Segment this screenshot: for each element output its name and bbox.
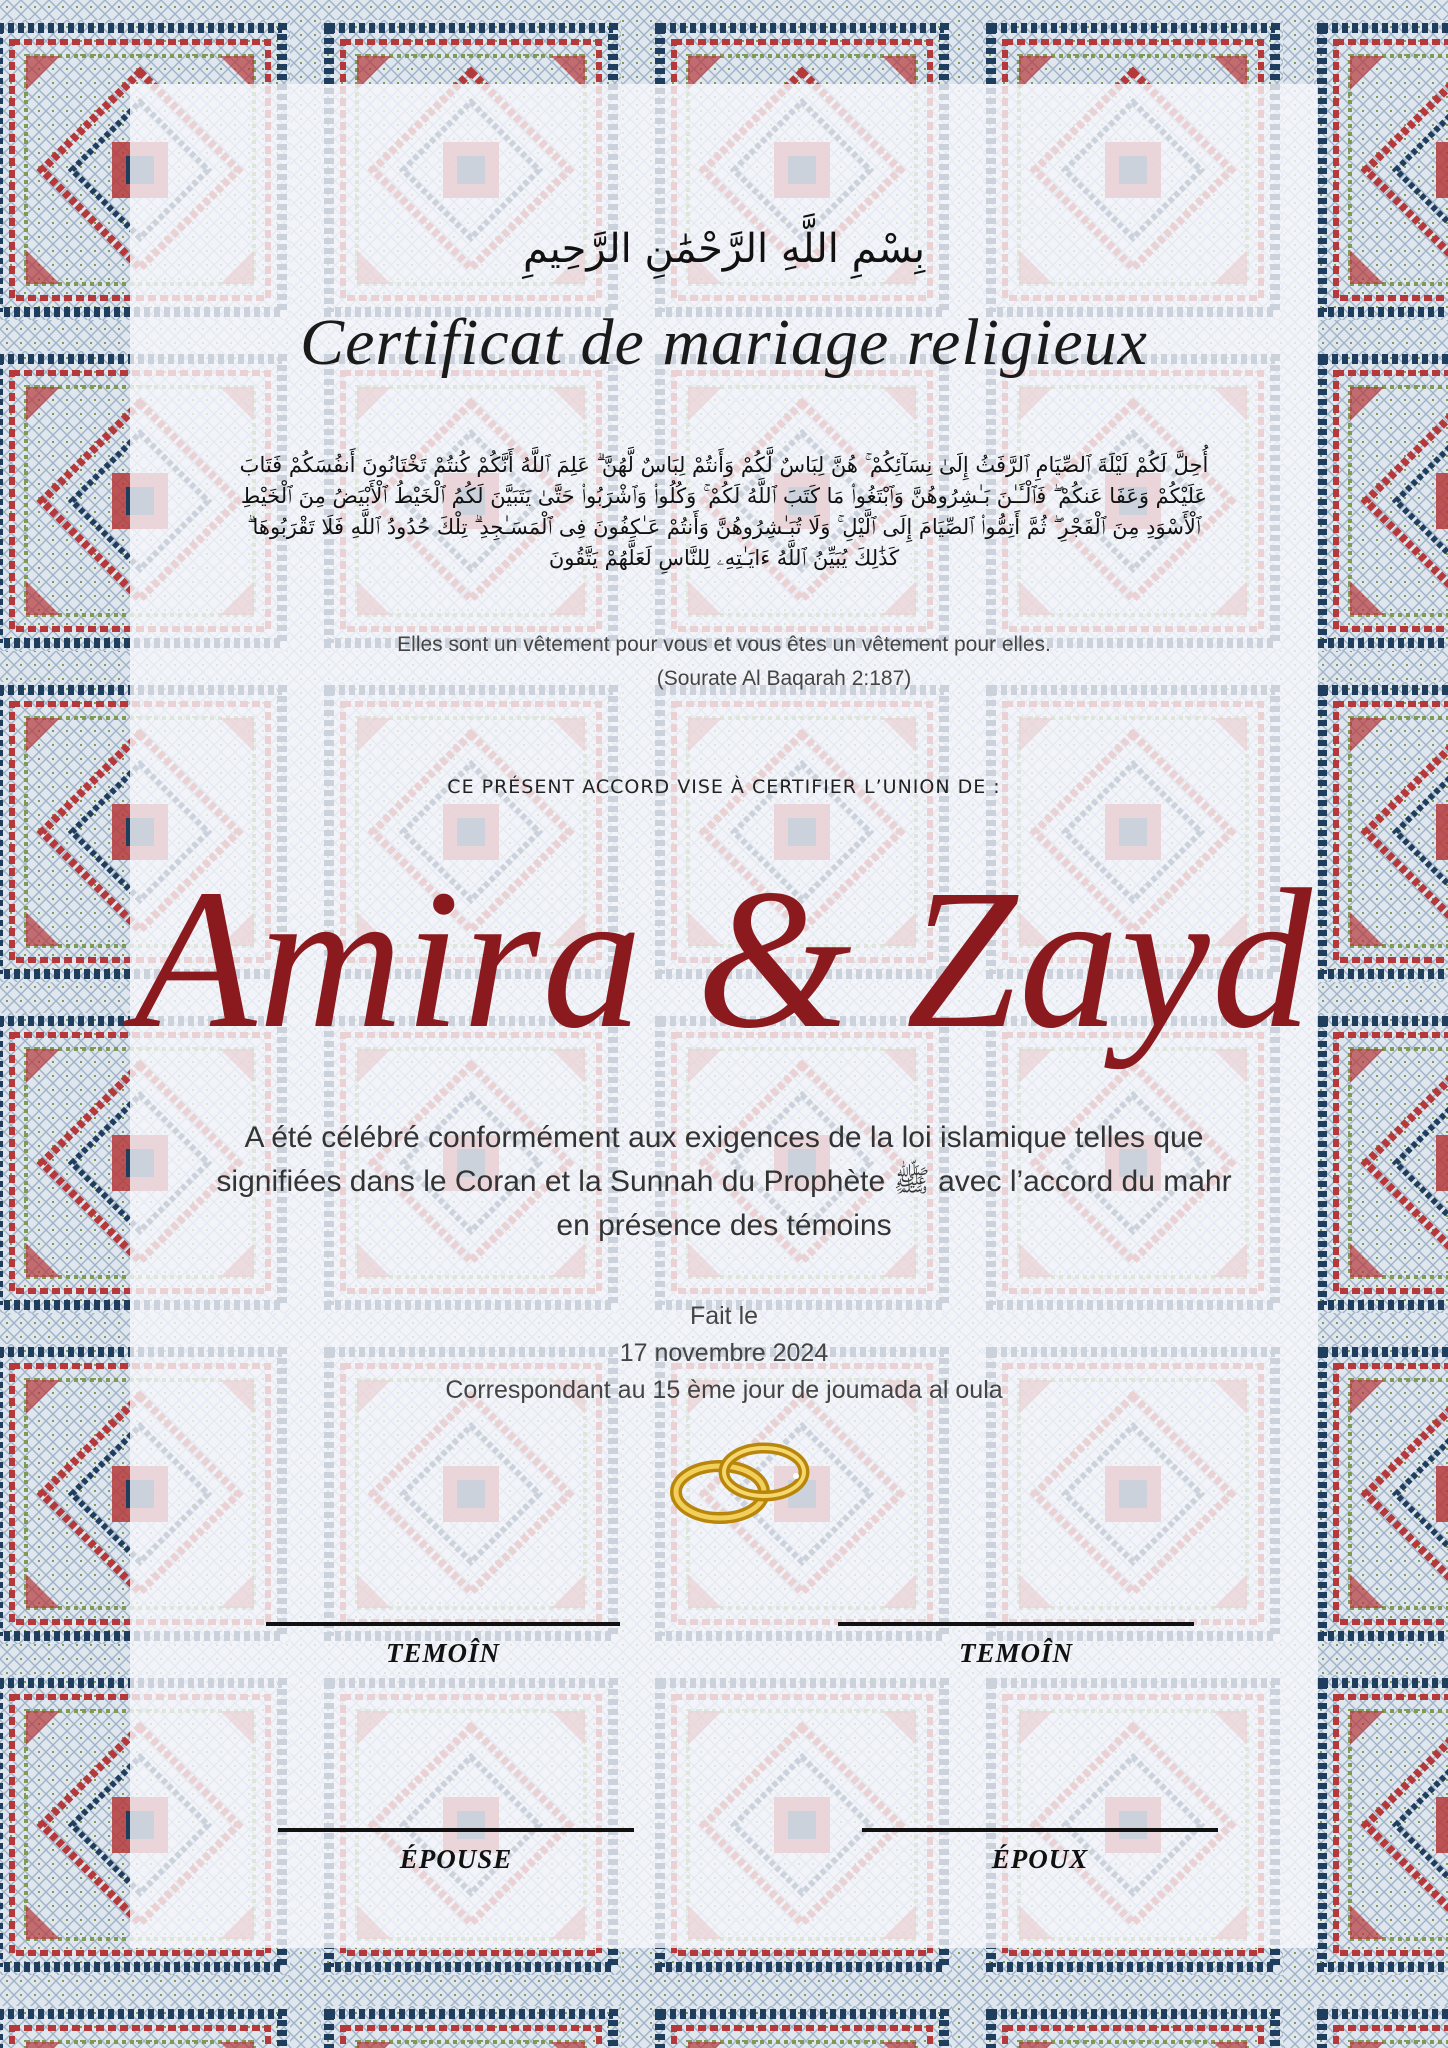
witness-right-signature-line [838, 1622, 1194, 1626]
embroidery-tile [1314, 1675, 1448, 1975]
bismillah-calligraphy: بِسْمِ اللَّهِ الرَّحْمَٰنِ الرَّحِيمِ [522, 226, 926, 272]
union-intro: CE PRÉSENT ACCORD VISE À CERTIFIER L’UNION DE : [447, 776, 1001, 798]
witness-left-signature-line [266, 1622, 620, 1626]
wife-label: ÉPOUSE [399, 1844, 513, 1874]
wedding-rings-icon [668, 1436, 818, 1526]
husband-signature-line [862, 1828, 1218, 1832]
verse-reference: (Sourate Al Baqarah 2:187) [656, 667, 912, 690]
embroidery-tile [0, 2006, 290, 2048]
quran-verse-arabic: أُحِلَّ لَكُمْ لَيْلَةَ ٱلصِّيَامِ ٱلرَّفَثُ إِلَىٰ نِسَآئِكُمْ ۚ هُنَّ لِبَاسٌ لَّكُمْ وَأَنتُمْ لِبَاسٌ لَّهُنَّ ۗ عَلِمَ ٱللَّهُ أَنَّكُمْ كُنتُمْ تَخْتَانُونَ أَنفُسَكُمْ فَتَابَ عَلَيْكُمْ وَعَفَا عَنكُمْ ۖ فَٱلْـَٔـٰنَ بَـٰشِرُوهُنَّ وَٱبْتَغُوا۟ مَا كَتَبَ ٱللَّهُ لَكُمْ ۚ وَكُلُوا۟ وَٱشْرَبُوا۟ حَتَّىٰ يَتَبَيَّنَ لَكُمُ ٱلْخَيْطُ ٱلْأَبْيَضُ مِنَ ٱلْخَيْطِ ٱلْأَسْوَدِ مِنَ ٱلْفَجْرِ ۖ ثُمَّ أَتِمُّوا۟ ٱلصِّيَامَ إِلَى ٱلَّيْلِ ۚ وَلَا تُبَـٰشِرُوهُنَّ وَأَنتُمْ عَـٰكِفُونَ فِى ٱلْمَسَـٰجِدِ ۗ تِلْكَ حُدُودُ ٱللَّهِ فَلَا تَقْرَبُوهَا ۗ كَذَٰلِكَ يُبَيِّنُ ٱللَّهُ ءَايَـٰتِهِۦ لِلنَّاسِ لَعَلَّهُمْ يَتَّقُونَ [239, 453, 1209, 571]
witness-left-label: TEMOÎN [385, 1638, 500, 1668]
couple-names: Amira & Zayd [134, 849, 1314, 1070]
husband-label: ÉPOUX [991, 1844, 1089, 1874]
embroidery-tile [1314, 20, 1448, 320]
embroidery-tile [1314, 351, 1448, 651]
hijri-date: Correspondant au 15 ème jour de joumada al oula [445, 1376, 1003, 1404]
verse-translation [0, 628, 1448, 696]
gregorian-date: 17 novembre 2024 [619, 1339, 829, 1367]
fait-label: Fait le [689, 1302, 759, 1330]
embroidery-tile [983, 2006, 1283, 2048]
embroidery-tile [1314, 2006, 1448, 2048]
certificate-title: Certificat de mariage religieux [300, 306, 1148, 379]
celebration-statement: A été célébré conformément aux exigences de la loi islamique telles que signifiées dans le Coran et la Sunnah du Prophète ﷺ avec l’accord du mahr en présence des témoins [216, 1121, 1232, 1242]
witness-right-label: TEMOÎN [958, 1638, 1073, 1668]
wife-signature-line [278, 1828, 634, 1832]
ceremony-date-block [0, 1298, 1448, 1409]
embroidery-tile [652, 2006, 952, 2048]
embroidery-tile [321, 2006, 621, 2048]
translation-text: Elles sont un vêtement pour vous et vous êtes un vêtement pour elles. [397, 633, 1051, 656]
